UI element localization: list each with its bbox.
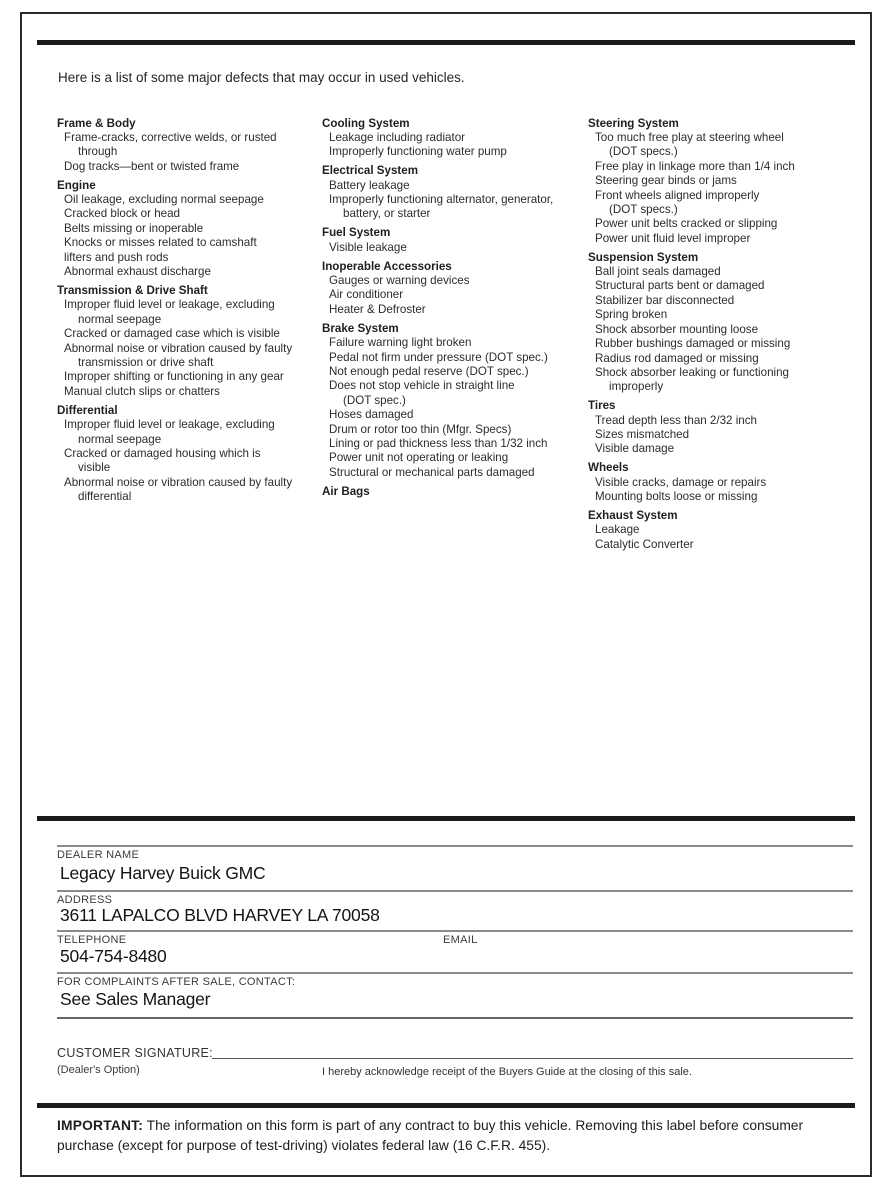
defect-item-line: Leakage [595,523,640,537]
dealer-name-value: Legacy Harvey Buick GMC [60,863,266,883]
defect-item-line: through [78,145,118,159]
defects-column-2 [322,112,588,552]
defect-item-line: Gauges or warning devices [329,274,470,288]
defect-item-line: (DOT specs.) [609,202,678,216]
defect-item-line: Cracked or damaged housing which is [64,446,261,460]
defect-item-line: Power unit not operating or leaking [329,451,509,465]
middle-rule-bar [37,816,855,821]
defect-item-line: Power unit belts cracked or slipping [595,217,778,231]
defect-item-line: normal seepage [78,312,162,326]
defect-item-line: Rubber bushings damaged or missing [595,337,791,351]
defect-item-line: improperly [609,380,664,394]
defect-category-heading: Cooling System [322,116,410,130]
defect-item-line: Shock absorber mounting loose [595,322,759,336]
defect-item-line: Too much free play at steering wheel [595,130,784,144]
defect-item-line: Abnormal exhaust discharge [64,265,211,279]
defect-category-heading: Fuel System [322,226,391,240]
defect-category-heading: Brake System [322,321,399,335]
defect-item-line: Heater & Defroster [329,302,426,316]
defects-column-1 [57,112,322,552]
defect-category-heading: Exhaust System [588,509,678,523]
defect-item-line: Leakage including radiator [329,130,466,144]
defect-category-heading: Differential [57,403,118,417]
defect-item-line: Cracked block or head [64,207,180,221]
form-divider [57,930,853,932]
dealer-name-label: DEALER NAME [57,849,140,861]
defect-item-line: Shock absorber leaking or functioning [595,365,789,379]
defect-item-line: Knocks or misses related to camshaft [64,236,257,250]
defect-item-line: Pedal not firm under pressure (DOT spec.) [329,350,548,364]
defect-item-line: Stabilizer bar disconnected [595,293,735,307]
defect-item-line: Sizes mismatched [595,428,690,442]
defect-item-line: differential [78,490,132,504]
defect-item-line: Air conditioner [329,288,404,302]
defect-item-line: Dog tracks—bent or twisted frame [64,159,240,173]
defect-item-line: Structural parts bent or damaged [595,279,765,293]
form-divider [57,1017,853,1019]
telephone-label: TELEPHONE [57,934,127,946]
acknowledgement-text: I hereby acknowledge receipt of the Buyers Guide at the closing of this sale. [322,1066,692,1078]
form-divider [57,890,853,892]
defect-item-line: Mounting bolts loose or missing [595,490,758,504]
defect-item-line: Improper fluid level or leakage, excluding [64,298,275,312]
defect-item-line: Failure warning light broken [329,336,472,350]
defects-intro-text: Here is a list of some major defects that may occur in used vehicles. [58,70,465,85]
defect-item-line: Not enough pedal reserve (DOT spec.) [329,365,529,378]
address-value: 3611 LAPALCO BLVD HARVEY LA 70058 [60,905,380,925]
defect-item-line: Lining or pad thickness less than 1/32 inch [329,437,548,451]
telephone-value: 504-754-8480 [60,946,167,966]
defect-item-line: Ball joint seals damaged [595,265,721,279]
defect-item-line: Steering gear binds or jams [595,174,737,188]
defect-item-line: Drum or rotor too thin (Mfgr. Specs) [329,422,512,436]
customer-signature-label: CUSTOMER SIGNATURE: [57,1046,213,1060]
defect-item-line: Improperly functioning water pump [329,145,507,159]
defect-item-line: Free play in linkage more than 1/4 inch [595,159,795,173]
defect-category-heading: Inoperable Accessories [322,259,452,273]
defect-item-line: normal seepage [78,432,162,446]
defect-item-line: (DOT specs.) [609,145,678,159]
important-label: IMPORTANT: [57,1118,144,1133]
form-divider [57,845,853,847]
defect-item-line: Power unit fluid level improper [595,231,751,245]
defect-category-heading: Air Bags [322,484,370,498]
defect-item-line: (DOT spec.) [343,393,406,407]
defect-item-line: Visible leakage [329,240,407,254]
defect-item-line: Visible cracks, damage or repairs [595,475,767,489]
defect-category-heading: Steering System [588,116,679,130]
defect-item-line: Manual clutch slips or chatters [64,384,220,398]
bottom-rule-bar [37,1103,855,1108]
defect-item-line: Abnormal noise or vibration caused by faulty [64,475,293,489]
email-label: EMAIL [443,934,478,946]
defect-item-line: battery, or starter [343,207,431,221]
defect-category-heading: Tires [588,399,616,413]
defect-item-line: Front wheels aligned improperly [595,188,760,202]
top-rule-bar [37,40,855,45]
defect-item-line: Catalytic Converter [595,537,694,551]
defects-column-3 [588,112,853,552]
defect-item-line: Does not stop vehicle in straight line [329,379,515,393]
defect-item-line: Battery leakage [329,178,410,192]
important-text: The information on this form is part of any contract to buy this vehicle. Removing this label before consumer purchase (except for purpose of test-driving) violates federal law (16 C.F.R. 455). [57,1118,804,1153]
defect-item-line: Visible damage [595,442,675,456]
address-label: ADDRESS [57,894,113,906]
defect-item-line: Radius rod damaged or missing [595,351,759,365]
defect-category-heading: Frame & Body [57,116,136,130]
defect-item-line: visible [78,461,111,475]
defect-item-line: Frame-cracks, corrective welds, or rusted [64,130,277,144]
defect-item-line: Tread depth less than 2/32 inch [595,413,757,427]
defect-item-line: Structural or mechanical parts damaged [329,465,535,479]
complaints-contact-label: FOR COMPLAINTS AFTER SALE, CONTACT: [57,976,296,988]
defect-item-line: Improper shifting or functioning in any gear [64,370,284,384]
important-notice [57,1116,851,1155]
defect-category-heading: Suspension System [588,250,699,264]
defects-columns [57,112,855,552]
defect-category-heading: Transmission & Drive Shaft [57,283,208,297]
defect-item-line: Hoses damaged [329,408,414,422]
defect-category-heading: Electrical System [322,164,419,178]
defect-item-line: Belts missing or inoperable [64,221,204,235]
defect-item-line: lifters and push rods [64,250,169,264]
defect-item-line: Cracked or damaged case which is visible [64,327,280,341]
defect-item-line: Oil leakage, excluding normal seepage [64,193,264,207]
defect-item-line: Improperly functioning alternator, generator, [329,193,554,207]
defect-item-line: Abnormal noise or vibration caused by faulty [64,341,293,355]
defect-category-heading: Wheels [588,461,629,475]
defect-item-line: Spring broken [595,308,668,322]
defect-category-heading: Engine [57,178,96,192]
defect-item-line: transmission or drive shaft [78,356,214,369]
customer-signature-line [212,1042,853,1059]
complaints-contact-value: See Sales Manager [60,989,211,1009]
form-divider [57,972,853,974]
dealers-option-note: (Dealer's Option) [57,1064,140,1076]
defect-item-line: Improper fluid level or leakage, excluding [64,418,275,432]
